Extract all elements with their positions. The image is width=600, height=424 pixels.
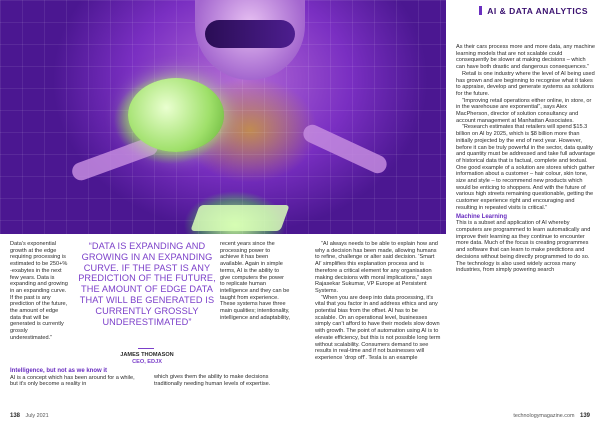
hero-image: [0, 0, 446, 234]
col2b-paragraph: which gives them the ability to make decisions traditionally needing human levels of expertise.: [154, 374, 271, 387]
quote-attribution: [78, 352, 216, 365]
column-4: [456, 44, 596, 274]
quote-divider: [138, 348, 154, 349]
section-tag-label: AI & DATA ANALYTICS: [487, 6, 588, 16]
col3-paragraph-2: “When you are deep into data processing, it’s vital that you factor in and address ethics and any potential bias from the offset. AI has to be scalable. On an operational level, businesses simply can’t afford to have their models slow down with growth. The point of automation using AI is to elevate efficiency, but this is not possible long term without scalability. Consumers demand to see results in real-time and if not businesses will experience ‘drop off’. Tesla is an example: [315, 294, 441, 361]
col4-paragraph-2: Retail is one industry where the level of AI being used has grown and are beginning to recognise what it takes to appraise, develop and generate systems as solutions for the future.: [456, 70, 595, 97]
column-1: [10, 241, 68, 342]
col4-paragraph-3: “Improving retail operations either online, in store, or in the warehouse are exponential”, says Alex MacPherson, director of solution consultancy and account management at Manhattan Associates.: [456, 97, 592, 124]
issue-date: July 2021: [25, 413, 49, 419]
col1b-paragraph: AI is a concept which has been around for a while, but it’s only become a reality in: [10, 374, 135, 388]
col1-paragraph: Data’s exponential growth at the edge requiring processing is estimated to be 250+% -exabytes in the next few years. Data is expanding and growing in an expanding curve. If the past is any prediction of the future, the amount of edge data that will be generated is currently grossly underestimated.”: [10, 241, 68, 341]
page-number-left: 138: [10, 413, 21, 419]
subhead-machine-learning: Machine Learning: [456, 213, 508, 220]
section-tag: [479, 6, 588, 16]
footer-right: [513, 413, 590, 419]
quote-author: JAMES THOMASON: [120, 352, 174, 358]
column-3: [315, 241, 441, 362]
glowing-tablet: [190, 205, 289, 231]
hologram-brain: [128, 78, 224, 152]
column-1b: [10, 368, 142, 388]
col4-paragraph-4: “Research estimates that retailers will spend $15.3 billion on AI by 2025, which is $8 billion more than initially projected by the end of next year. However, before it can be truly powerful in the sector, data quality and quantity must be addressed and take full advantage of historical data that is factual, complete and textual. One good example of a solution are stores which gather information about a customer – hair colour, skin tone, size and style – to recommend new products which would be enticing to shoppers. And with the future of various high streets remaining questionable, getting the customer experience right and encouraging and resulting in repeated visits is critical.”: [456, 124, 596, 211]
subhead-intelligence: Intelligence, but not as we know it: [10, 368, 108, 374]
robot-visor: [205, 20, 295, 48]
quote-role: CEO, EDJX: [132, 358, 162, 365]
col4-paragraph-5: This is a subset and application of AI whereby computers are programmed to learn automatically and improve their learning as they continue to encounter more data. Much of the focus is creating programmes and software that can learn to make predictions and decisions without being directly programmed to do so. The technology is also used widely across many industries, from simply powering search: [456, 220, 591, 274]
section-bar-icon: [479, 6, 482, 15]
col2-paragraph: recent years since the processing power to achieve it has been available. Again in simple terms, AI is the ability to give computers the power to replicate human intelligence and they can be taught from experience. These systems have three main qualities; intentionality, intelligence and adaptability,: [220, 241, 290, 321]
col3-paragraph-1: “AI always needs to be able to explain how and why a decision has been made, allowing humans to refine, challenge or alter said decision. ‘Smart AI’ simplifies this explanation process and is therefore a critical element for any organisation making decisions with moral implications,” says Rajasekar Sukumar, VP Europe at Persistent Systems.: [315, 241, 438, 294]
pull-quote: “DATA IS EXPANDING AND GROWING IN AN EXPANDING CURVE. IF THE PAST IS ANY PREDICTION OF THE FUTURE, THE AMOUNT OF EDGE DATA THAT WILL BE GENERATED IS CURRENTLY GROSSLY UNDERESTIMATED”: [78, 241, 216, 327]
footer-left: [10, 413, 49, 419]
col4-paragraph-1: As their cars process more and more data, any machine learning models that are not scalable could consequently be slower at making decisions – which can have both drastic and dangerous consequences.”: [456, 44, 595, 71]
site-url: technologymagazine.com: [513, 413, 575, 419]
column-2: [220, 241, 290, 321]
page-number-right: 139: [579, 413, 590, 419]
column-2b: [154, 374, 289, 387]
